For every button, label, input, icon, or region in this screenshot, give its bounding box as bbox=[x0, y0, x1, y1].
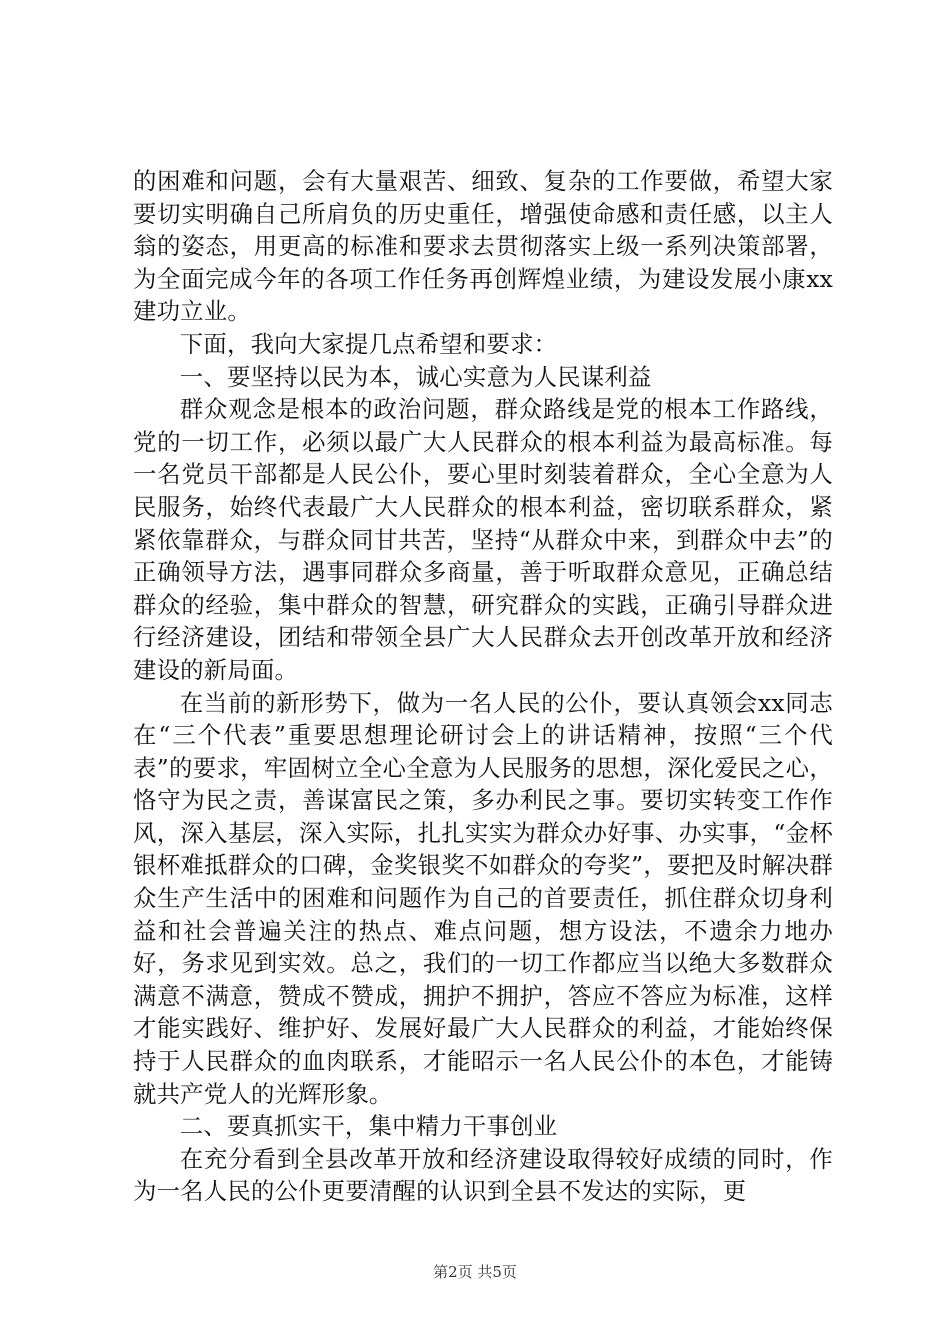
paragraph-continued: 的困难和问题，会有大量艰苦、细致、复杂的工作要做，希望大家要切实明确自己所肩负的历史重任，增强使命感和责任感，以主人翁的姿态，用更高的标准和要求去贯彻落实上级一系列决策部署，为全面完成今年的各项工作任务再创辉煌业绩，为建设发展小康xx建功立业。 bbox=[133, 167, 833, 326]
section-heading-2: 二、要真抓实干，集中精力干事创业 bbox=[179, 1112, 558, 1141]
paragraph-reform: 在充分看到全县改革开放和经济建设取得较好成绩的同时，作为一名人民的公仆更要清醒的认识到全县不发达的实际，更 bbox=[133, 1144, 833, 1206]
document-body bbox=[133, 165, 833, 1208]
paragraph-new-situation: 在当前的新形势下，做为一名人民的公仆，要认真领会xx同志在“三个代表”重要思想理论研讨会上的讲话精神，按照“三个代表”的要求，牢固树立全心全意为人民服务的思想，深化爱民之心，恪守为民之责，善谋富民之策，多办利民之事。要切实转变工作作风，深入基层，深入实际，扎扎实实为群众办好事、办实事，“金杯银杯难抵群众的口碑，金奖银奖不如群众的夸奖”，要把及时解决群众生产生活中的困难和问题作为自己的首要责任，抓住群众切身利益和社会普遍关注的热点、难点问题，想方设法，不遗余力地办好，务求见到实效。总之，我们的一切工作都应当以绝大多数群众满意不满意，赞成不赞成，拥护不拥护，答应不答应为标准，这样才能实践好、维护好、发展好最广大人民群众的利益，才能始终保持于人民群众的血肉联系，才能昭示一名人民公仆的本色，才能铸就共产党人的光辉形象。 bbox=[133, 688, 833, 1108]
section-heading-1: 一、要坚持以民为本，诚心实意为人民谋利益 bbox=[179, 362, 652, 391]
paragraph-intro: 下面，我向大家提几点希望和要求： bbox=[179, 329, 558, 358]
page-footer: 第2页 共5页 bbox=[433, 1263, 517, 1281]
paragraph-mass-line: 群众观念是根本的政治问题，群众路线是党的根本工作路线，党的一切工作，必须以最广大人民群众的根本利益为最高标准。每一名党员干部都是人民公仆，要心里时刻装着群众，全心全意为人民服务，始终代表最广大人民群众的根本利益，密切联系群众，紧紧依靠群众，与群众同甘共苦，坚持“从群众中来，到群众中去”的正确领导方法，遇事同群众多商量，善于听取群众意见，正确总结群众的经验，集中群众的智慧，研究群众的实践，正确引导群众进行经济建设，团结和带领全县广大人民群众去开创改革开放和经济建设的新局面。 bbox=[133, 395, 833, 684]
